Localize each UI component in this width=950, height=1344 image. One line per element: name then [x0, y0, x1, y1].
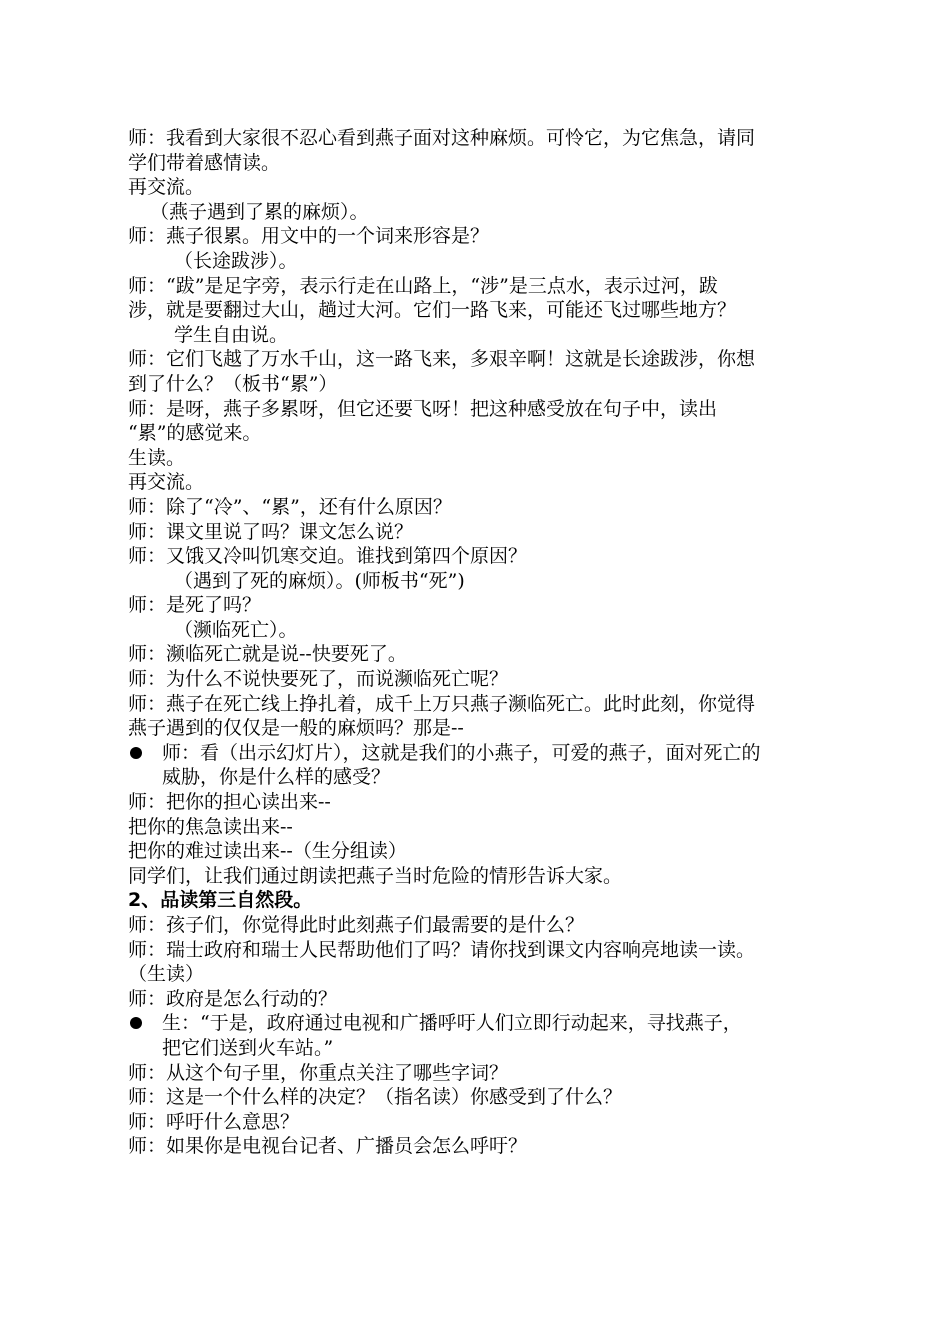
text-line: 师：瑞士政府和瑞士人民帮助他们了吗？请你找到课文内容响亮地读一读。	[128, 938, 756, 961]
text-line: 师：课文里说了吗？课文怎么说？	[128, 520, 414, 543]
text-line: 再交流。	[128, 176, 205, 199]
text-line: 再交流。	[128, 471, 205, 494]
text-line: 师：政府是怎么行动的？	[128, 987, 338, 1010]
section-heading: 2、品读第三自然段。	[128, 889, 313, 912]
text-line: 同学们，让我们通过朗读把燕子当时危险的情形告诉大家。	[128, 864, 623, 887]
bullet-continuation: 把它们送到火车站。”	[162, 1036, 334, 1059]
text-line: 师：如果你是电视台记者、广播员会怎么呼吁？	[128, 1135, 528, 1158]
text-line: 师：它们飞越了万水千山，这一路飞来，多艰辛啊！这就是长途跋涉，你想	[128, 348, 756, 371]
text-line: 师：是呀，燕子多累呀，但它还要飞呀！把这种感受放在句子中，读出	[128, 397, 718, 420]
text-line: 师：又饿又冷叫饥寒交迫。谁找到第四个原因？	[128, 545, 528, 568]
text-line: 师：是死了吗？	[128, 594, 262, 617]
text-line: 师：除了“冷”、“累”，还有什么原因？	[128, 495, 452, 518]
text-line: 师：呼吁什么意思？	[128, 1110, 300, 1133]
text-line: 涉，就是要翻过大山，趟过大河。它们一路飞来，可能还飞过哪些地方？	[128, 299, 737, 322]
text-line: （遇到了死的麻烦）。(师板书“死”)	[174, 569, 465, 592]
text-line: 学生自由说。	[174, 323, 289, 346]
text-line: 师：濒临死亡就是说--快要死了。	[128, 643, 407, 666]
text-line: 师：这是一个什么样的决定？（指名读）你感受到了什么？	[128, 1086, 623, 1109]
text-line: （濒临死亡）。	[174, 618, 298, 641]
text-line: 燕子遇到的仅仅是一般的麻烦吗？那是--	[128, 717, 464, 740]
text-line: 把你的焦急读出来--	[128, 815, 293, 838]
text-line: 师：为什么不说快要死了，而说濒临死亡呢？	[128, 668, 509, 691]
text-line: 生读。	[128, 446, 186, 469]
text-line: 到了什么？（板书“累”）	[128, 372, 338, 395]
text-line: （生读）	[128, 963, 205, 986]
text-line: 师：燕子很累。用文中的一个词来形容是？	[128, 225, 490, 248]
text-line: “累”的感觉来。	[128, 422, 262, 445]
text-line: 把你的难过读出来--（生分组读）	[128, 840, 407, 863]
text-line: 学们带着感情读。	[128, 151, 281, 174]
document-body	[128, 126, 840, 1159]
text-line: 师：我看到大家很不忍心看到燕子面对这种麻烦。可怜它，为它焦急，请同	[128, 127, 756, 149]
text-line: 师：孩子们，你觉得此时此刻燕子们最需要的是什么？	[128, 914, 585, 936]
text-line: （长途跋涉）。	[174, 249, 298, 272]
text-line: 师：把你的担心读出来--	[128, 791, 331, 814]
bullet-continuation: 威胁，你是什么样的感受？	[162, 766, 391, 789]
bullet-item: 师：看（出示幻灯片），这就是我们的小燕子，可爱的燕子，面对死亡的	[128, 741, 840, 766]
text-line: 师：“跋”是足字旁，表示行走在山路上，“涉”是三点水，表示过河，跋	[128, 274, 718, 297]
text-line: 师：燕子在死亡线上挣扎着，成千上万只燕子濒临死亡。此时此刻，你觉得	[128, 692, 756, 715]
text-line: 师：从这个句子里，你重点关注了哪些字词？	[128, 1061, 509, 1084]
bullet-item: 生：“于是，政府通过电视和广播呼吁人们立即行动起来，寻找燕子，	[128, 1011, 840, 1036]
text-line: （燕子遇到了累的麻烦）。	[150, 200, 369, 223]
